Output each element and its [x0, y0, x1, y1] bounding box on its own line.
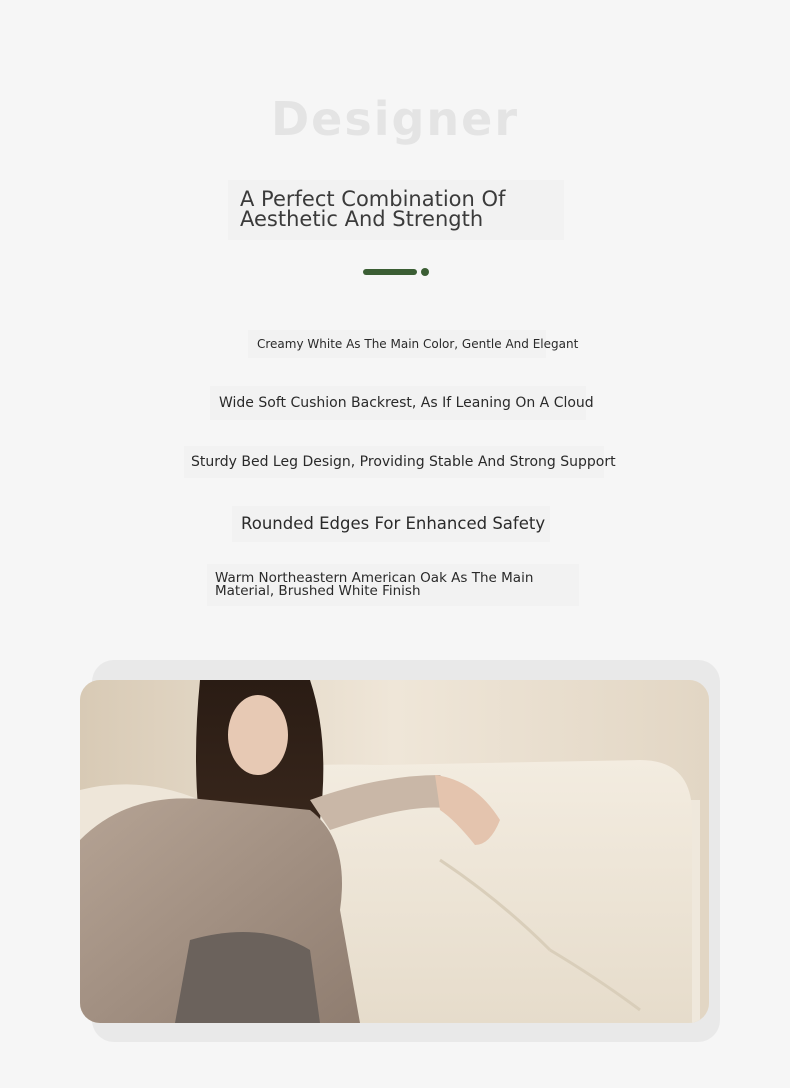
- product-photo-illustration: [80, 680, 709, 1023]
- woman-trousers: [175, 932, 320, 1023]
- headline-divider: [363, 268, 433, 276]
- feature-item-backrest: Wide Soft Cushion Backrest, As If Leaning On A Cloud: [210, 386, 586, 420]
- divider-dot: [421, 268, 429, 276]
- woman-face: [228, 695, 288, 775]
- feature-material-line-2: Material, Brushed White Finish: [215, 583, 421, 599]
- headline-line-2: Aesthetic And Strength: [240, 207, 484, 231]
- feature-item-legs: Sturdy Bed Leg Design, Providing Stable And Strong Support: [184, 446, 604, 478]
- product-photo: [80, 680, 709, 1023]
- feature-item-color: Creamy White As The Main Color, Gentle And Elegant: [248, 330, 546, 358]
- feature-item-edges: Rounded Edges For Enhanced Safety: [232, 506, 550, 542]
- feature-material-line-1: Warm Northeastern American Oak As The Main: [215, 570, 534, 586]
- headline-line-1: A Perfect Combination Of: [240, 187, 506, 211]
- feature-item-material: [207, 564, 579, 606]
- designer-watermark: Designer: [270, 92, 520, 146]
- section-headline: [228, 180, 564, 240]
- divider-bar: [363, 269, 417, 275]
